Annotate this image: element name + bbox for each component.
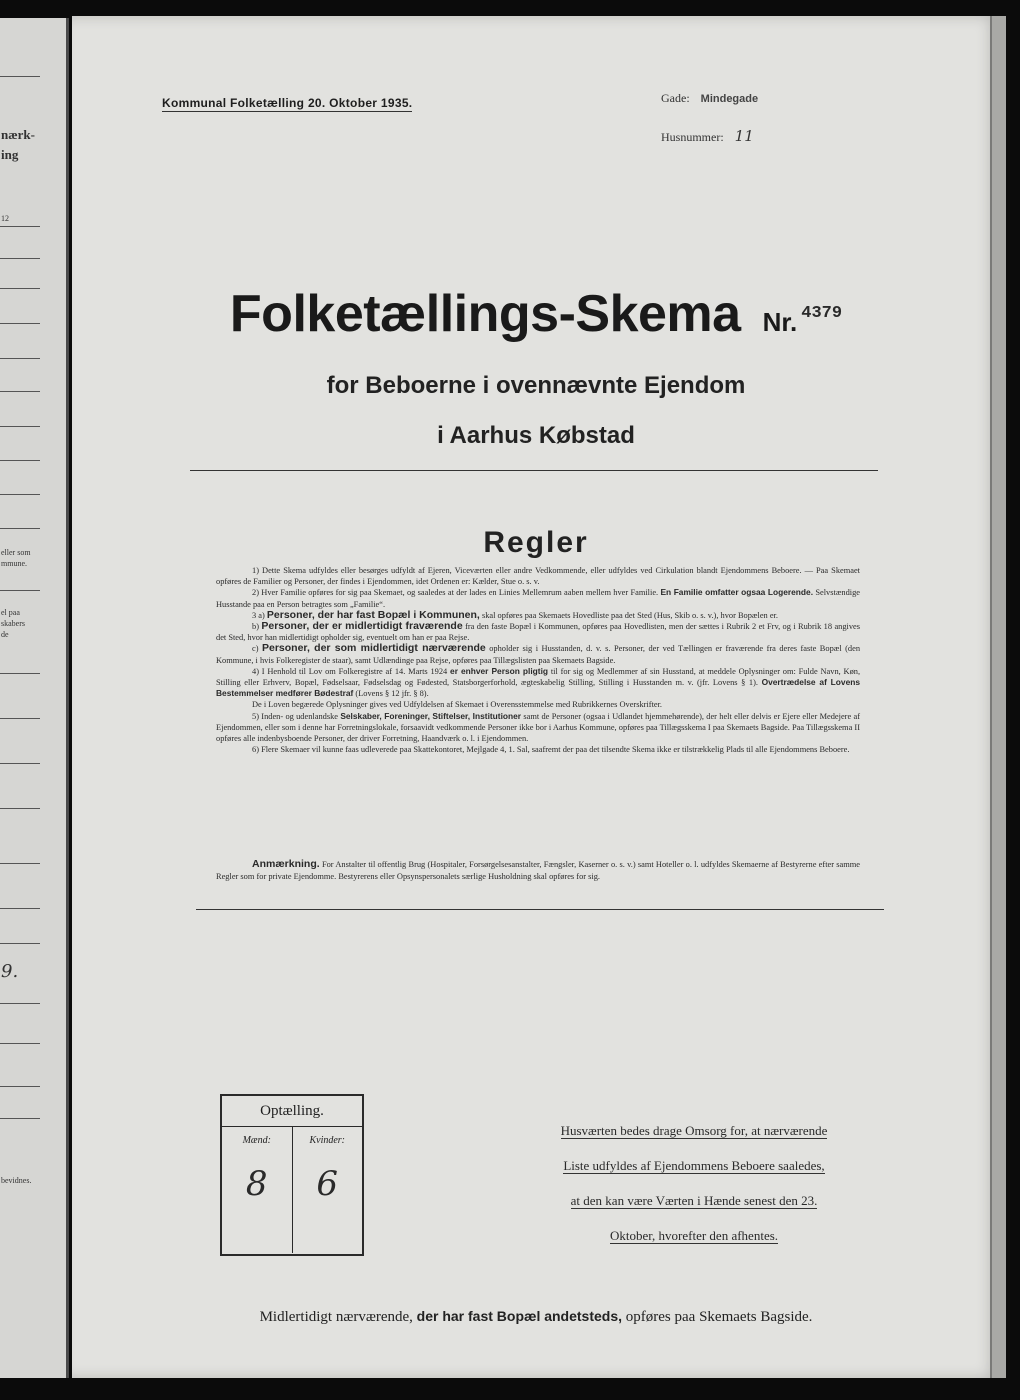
instruction-line-1: Husværten bedes drage Omsorg for, at nærværende [560, 1123, 828, 1138]
rule-4 [216, 666, 860, 700]
rules-body [216, 565, 860, 755]
page-fragment: nærk- [1, 127, 35, 142]
street-value: Mindegade [700, 93, 759, 105]
rule-3b-prefix: b) [252, 622, 259, 632]
women-label: Kvinder: [309, 1135, 346, 1146]
form-number-value: 4379 [801, 304, 843, 323]
ruled-line [0, 908, 40, 909]
ruled-line [0, 226, 40, 227]
rule-3c-lead: Personer, der som midlertidigt nærværende [262, 642, 486, 655]
street-field [661, 91, 758, 106]
rule-4-text: 4) I Henhold til Lov om Folkeregistre af 14. Marts 1924 [252, 666, 448, 676]
house-number-label: Husnummer: [661, 130, 724, 144]
rule-5-bold: Selskaber, Foreninger, Stiftelser, Institutioner [340, 710, 522, 721]
tally-women-column [292, 1127, 363, 1253]
footer-note [72, 1308, 1000, 1326]
tally-heading: Optælling. [222, 1096, 362, 1127]
ruled-line [0, 763, 40, 764]
page-fragment: 9. [1, 961, 19, 982]
rule-3b-text: fra den faste Bopæl i Kommunen, opføres paa Hovedlisten, men der sættes i Rubrik 2 et Frv, og i Rubrik 18 angives det Sted, hvor han midlertidigt opholder sig, eventuelt om han er paa Rejse. [216, 622, 861, 643]
rule-5 [216, 711, 860, 745]
divider [190, 470, 878, 471]
rule-4-extra: De i Loven begærede Oplysninger gives ved Udfyldelsen af Skemaet i Overensstemmelse med Rubrikkernes Overskrifter. [252, 700, 663, 710]
men-label: Mænd: [242, 1135, 271, 1146]
rule-3c [216, 643, 860, 665]
page-fragment: 12 [1, 214, 9, 223]
instruction-line-3: at den kan være Værten i Hænde senest den 23. [570, 1193, 818, 1208]
ruled-line [0, 391, 40, 392]
page-edge [990, 16, 1006, 1378]
ruled-line [0, 426, 40, 427]
instruction-line [522, 1148, 866, 1183]
ruled-line [0, 718, 40, 719]
remark-text: For Anstalter til offentlig Brug (Hospitaler, Forsørgelsesanstalter, Fængsler, Kaserner o. s. v.) samt Hoteller o. l. udfyldes Skemaerne af Bestyrerne efter samme Regler som for private Ejendomme. Bestyrerens eller Opsynspersonalets særlige Husholdning skal opføres for sig. [216, 860, 860, 881]
women-count: 6 [316, 1164, 339, 1204]
ruled-line [0, 528, 40, 529]
footer-text-2: opføres paa Skemaets Bagside. [625, 1309, 813, 1325]
page-fragment: ing [1, 147, 19, 162]
remark [216, 859, 860, 882]
form-subtitle-1: for Beboerne i ovennævnte Ejendom [326, 372, 746, 399]
rule-6: 6) Flere Skemaer vil kunne faas udleverede paa Skattekontoret, Mejlgade 4, 1. Sal, saafremt der paa det tilsendte Skema ikke er tilstrækkelig Plads til alle Ejendommens Beboere. [252, 745, 850, 755]
rule-3c-prefix: c) [252, 644, 259, 654]
rule-5-text2: samt de Personer (ogsaa i Udlandet hjemmehørende), der helt eller delvis er Ejere eller Medejere af Ejendommen, eller som i denne har Forretningslokale, forsaavidt vedkommende Personer ikke bor i Aarhus Kommune, opføres paa Tillægsskema I paa Skemaets Bagside. Paa Tillægsskema II opføres alle indenbysboende Personer, der driver Forretning, Haandværk o. l. i Ejendommen. [216, 711, 861, 744]
rule-3a-prefix: 3 a) [252, 610, 265, 620]
form-title-main: Folketællings-Skema [229, 285, 741, 343]
rule-1: 1) Dette Skema udfyldes eller besørges udfyldt af Ejeren, Viceværten eller andre Vedkommende, eller udfyldes ved Cirkulation blandt Ejendommens Beboere. — Paa Skemaet opføres de Familier og Personer, der findes i Ejendommen, idet Ordenen er: Kælder, Stue o. s. v. [216, 566, 860, 587]
ruled-line [0, 494, 40, 495]
house-number-field [661, 127, 754, 145]
page-fragment: skabers [1, 619, 25, 628]
rule-4-bold2: Overtrædelse af Lovens Bestemmelser medfører Bødestraf [216, 677, 860, 699]
landlord-instructions [522, 1113, 866, 1253]
ruled-line [0, 76, 40, 77]
house-number-value: 11 [734, 127, 754, 145]
rule-3b [216, 621, 860, 643]
instruction-line-2: Liste udfyldes af Ejendommens Beboere saaledes, [563, 1158, 825, 1173]
ruled-line [0, 323, 40, 324]
page-fragment: eller som [1, 548, 31, 557]
rule-2-tail: Selvstændige Husstande paa en Person betragtes som „Familie“. [216, 588, 861, 609]
page-fragment: bevidnes. [1, 1176, 32, 1185]
form-title [72, 284, 1000, 344]
instruction-line [522, 1183, 866, 1218]
page-fragment: el paa [1, 608, 20, 617]
ruled-line [0, 863, 40, 864]
rule-2-bold: En Familie omfatter ogsaa Logerende. [660, 587, 814, 598]
ruled-line [0, 1003, 40, 1004]
ruled-line [0, 358, 40, 359]
men-count: 8 [245, 1164, 268, 1204]
census-form-page [72, 16, 1000, 1378]
remark-lead: Anmærkning. [252, 858, 320, 870]
page-fragment: de [1, 630, 9, 639]
ruled-line [0, 673, 40, 674]
rule-2 [216, 587, 860, 609]
rule-2-text: 2) Hver Familie opføres for sig paa Skemaet, og saaledes at der lades en Linies Mellemrum aaben mellem hver Familie. [252, 588, 659, 598]
instruction-line-4: Oktober, hvorefter den afhentes. [609, 1228, 779, 1243]
rule-4-bold: er enhver Person pligtig [450, 665, 549, 676]
ruled-line [0, 258, 40, 259]
ruled-line [0, 1043, 40, 1044]
street-label: Gade: [661, 91, 690, 105]
ruled-line [0, 288, 40, 289]
footer-text-bold: der har fast Bopæl andetsteds, [416, 1308, 623, 1324]
divider [196, 909, 884, 910]
form-number-label: Nr. [762, 307, 798, 337]
rule-4-text2: til for sig og Medlemmer af sin Husstand, at meddele Oplysninger om: Fulde Navn, Køn, Stilling eller Erhverv, Bopæl, Fødselsaar, Fødselsdag og Fødested, Statsborgerforhold, ægteskabelig Stilling, Stilling i Husstanden m. v. (jfr. Lovens § 1). [216, 666, 861, 688]
form-subtitle-2: i Aarhus Købstad [437, 422, 635, 449]
rule-3a-text: skal opføres paa Skemaets Hovedliste paa det Sted (Hus, Skib o. s. v.), hvor Bopælen er. [481, 610, 778, 620]
ruled-line [0, 590, 40, 591]
adjacent-page-strip [0, 18, 69, 1378]
rule-3c-text: opholder sig i Husstanden, d. v. s. Personer, der ved Tællingen er fraværende fra deres faste Bopæl (den Kommune, i hvis Folkeregister de staar), samt Udlændinge paa Rejse, opføres paa Tillægslisten paa Skemaets Bagside. [216, 644, 861, 665]
ruled-line [0, 808, 40, 809]
rule-3a-lead: Personer, der har fast Bopæl i Kommunen, [266, 608, 480, 621]
instruction-line [522, 1113, 866, 1148]
ruled-line [0, 1086, 40, 1087]
tally-men-column [222, 1127, 292, 1253]
footer-text-1: Midlertidigt nærværende, [259, 1309, 413, 1325]
ruled-line [0, 1118, 40, 1119]
rule-4-tail: (Lovens § 12 jfr. § 8). [355, 689, 429, 699]
rule-3b-lead: Personer, der er midlertidigt fraværende [261, 620, 463, 633]
ruled-line [0, 460, 40, 461]
rules-heading: Regler [483, 526, 589, 559]
census-title: Kommunal Folketælling 20. Oktober 1935. [162, 96, 413, 110]
tally-box [220, 1094, 364, 1256]
instruction-line [522, 1218, 866, 1253]
ruled-line [0, 943, 40, 944]
page-fragment: mmune. [1, 559, 27, 568]
rule-5-text: 5) Inden- og udenlandske [252, 711, 338, 721]
